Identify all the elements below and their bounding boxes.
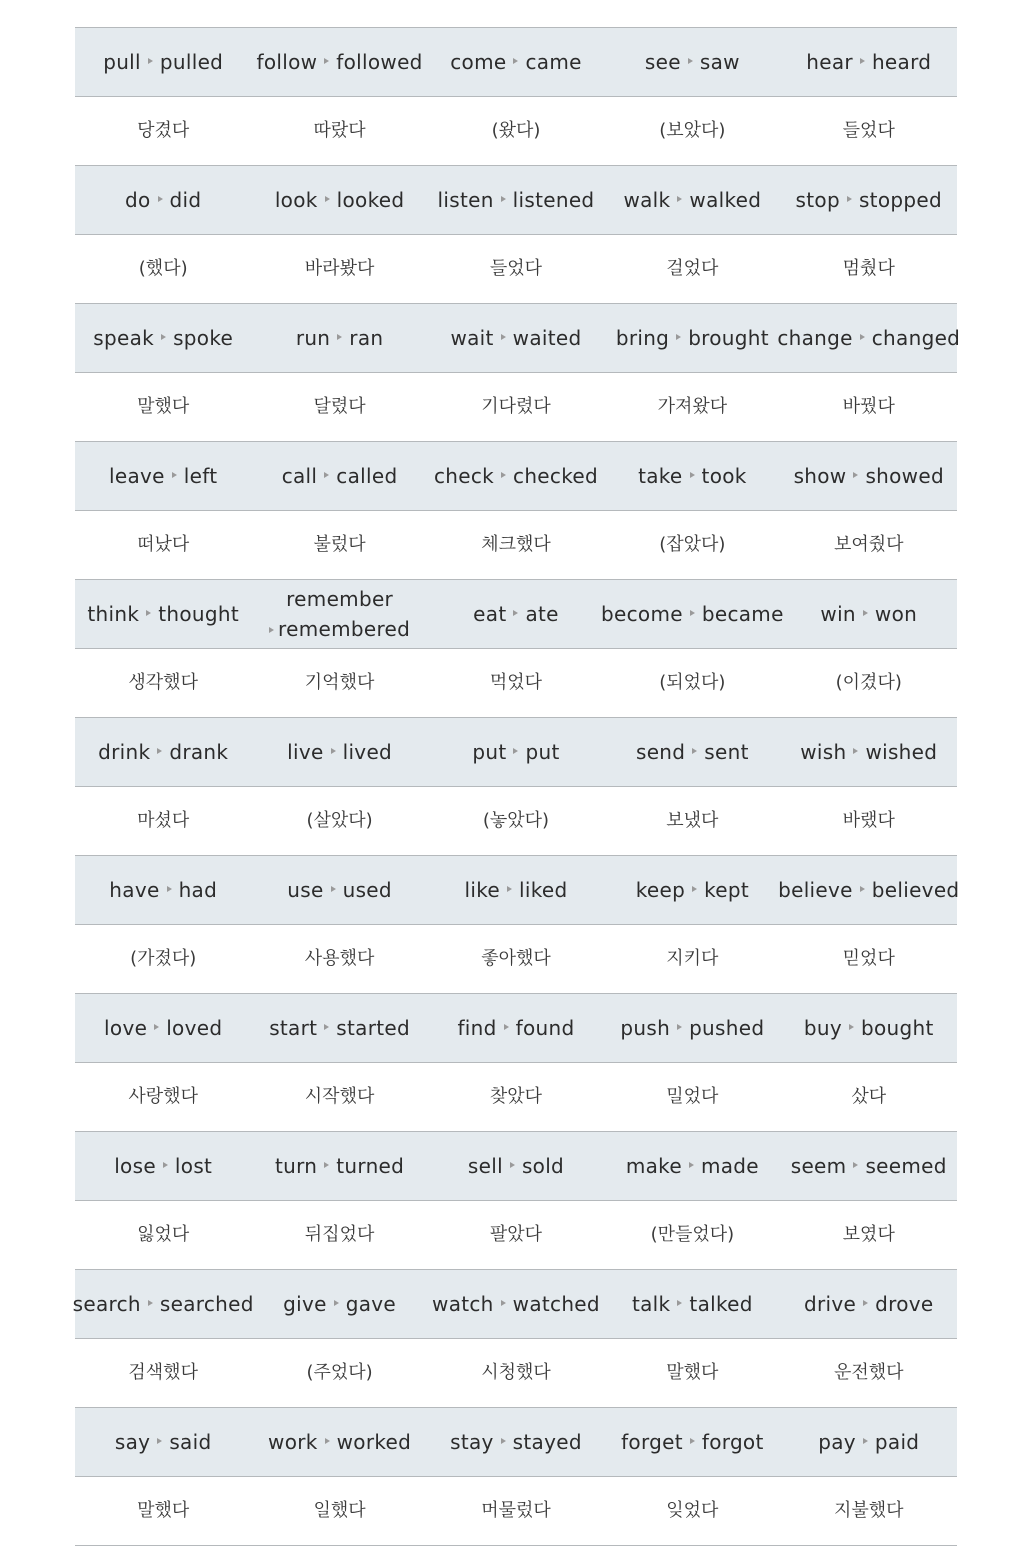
past-form: drove <box>875 1292 934 1316</box>
korean-meaning-cell: 생각했다 <box>128 672 198 693</box>
verb-pair-cell <box>781 994 957 1062</box>
korean-meaning-cell: 바꿨다 <box>842 396 895 417</box>
english-verb-row <box>75 994 957 1063</box>
past-form: talked <box>689 1292 753 1316</box>
past-form: liked <box>518 878 568 902</box>
korean-meaning-cell: 지불했다 <box>833 1500 904 1521</box>
korean-meaning-cell: (했다) <box>138 258 188 279</box>
base-form: seem <box>790 1154 847 1178</box>
past-form: drank <box>169 740 229 764</box>
base-form: keep <box>635 878 686 902</box>
korean-meaning-row <box>75 649 957 718</box>
korean-meaning-cell: 달렸다 <box>313 396 366 417</box>
past-form: stopped <box>858 188 942 212</box>
arrow-right-icon <box>324 1024 329 1030</box>
korean-meaning-cell: (되었다) <box>659 672 726 693</box>
arrow-right-icon <box>690 1438 695 1444</box>
korean-meaning-cell: (놓았다) <box>482 810 550 831</box>
past-form: made <box>700 1154 759 1178</box>
base-form: wait <box>450 326 494 350</box>
arrow-right-icon <box>501 1438 506 1444</box>
verb-pair-cell <box>428 580 604 648</box>
past-form: bought <box>861 1016 934 1040</box>
base-form: send <box>635 740 686 764</box>
verb-pair-cell <box>428 1408 604 1476</box>
past-form: watched <box>512 1292 600 1316</box>
korean-meaning-cell: 들었다 <box>842 120 895 141</box>
korean-meaning-row <box>75 511 957 580</box>
past-form: won <box>874 602 918 626</box>
past-form: waited <box>512 326 582 350</box>
verb-pair-cell <box>251 1270 427 1338</box>
arrow-right-icon <box>167 886 172 892</box>
korean-meaning-row <box>75 373 957 442</box>
verb-pair-cell <box>604 856 780 924</box>
past-form: loved <box>166 1016 223 1040</box>
arrow-right-icon <box>510 1162 515 1168</box>
verb-pair-cell <box>428 856 604 924</box>
past-form: seemed <box>865 1154 947 1178</box>
verb-pair-cell <box>75 580 251 648</box>
base-form: search <box>72 1292 141 1316</box>
past-form: brought <box>688 326 769 350</box>
verb-pair-cell <box>251 166 427 234</box>
arrow-right-icon <box>690 610 695 616</box>
arrow-right-icon <box>163 1162 168 1168</box>
past-form: thought <box>158 602 239 626</box>
arrow-right-icon <box>325 196 330 202</box>
korean-meaning-cell: (보았다) <box>659 120 726 141</box>
base-form: love <box>104 1016 148 1040</box>
base-form: buy <box>803 1016 842 1040</box>
verb-pair-cell <box>251 580 427 648</box>
arrow-right-icon <box>692 748 697 754</box>
korean-meaning-cell: (주었다) <box>306 1362 373 1383</box>
base-form: look <box>274 188 318 212</box>
past-form: ate <box>525 602 559 626</box>
verb-pair-cell <box>251 442 427 510</box>
english-verb-row <box>75 166 957 235</box>
verb-pair-cell <box>428 304 604 372</box>
korean-meaning-cell: 샀다 <box>851 1086 887 1107</box>
verb-pair-cell <box>781 442 957 510</box>
arrow-right-icon <box>148 58 153 64</box>
korean-meaning-row <box>75 787 957 856</box>
arrow-right-icon <box>863 1438 868 1444</box>
korean-meaning-cell: 좋아했다 <box>481 948 551 969</box>
verb-pair-cell <box>781 166 957 234</box>
base-form: run <box>295 326 331 350</box>
base-form: call <box>281 464 318 488</box>
verb-pair-cell <box>75 856 251 924</box>
korean-meaning-cell: 지키다 <box>666 948 719 969</box>
korean-meaning-cell: 운전했다 <box>833 1362 904 1383</box>
arrow-right-icon <box>148 1300 153 1306</box>
past-form: believed <box>871 878 960 902</box>
past-form: sent <box>704 740 749 764</box>
base-form: find <box>457 1016 497 1040</box>
verb-pair-cell <box>604 994 780 1062</box>
base-form: have <box>109 878 160 902</box>
korean-meaning-cell: 사용했다 <box>304 948 375 969</box>
base-form: push <box>620 1016 671 1040</box>
past-form: became <box>701 602 784 626</box>
base-form: give <box>283 1292 327 1316</box>
english-verb-row <box>75 856 960 925</box>
verb-pair-cell <box>75 166 251 234</box>
verb-pair-cell <box>604 28 780 96</box>
past-form: wished <box>865 740 938 764</box>
base-form: drink <box>98 740 151 764</box>
past-form: used <box>342 878 392 902</box>
base-form: think <box>87 602 140 626</box>
base-form: work <box>268 1430 318 1454</box>
verb-pair-cell <box>428 1270 604 1338</box>
verb-pair-cell <box>75 718 251 786</box>
korean-meaning-cell: (살았다) <box>306 810 373 831</box>
past-form: remembered <box>278 617 411 641</box>
korean-meaning-cell: 들었다 <box>489 258 543 279</box>
korean-meaning-cell: 멈췄다 <box>842 258 895 279</box>
past-form: had <box>178 878 218 902</box>
verb-pair-cell <box>781 1270 957 1338</box>
english-verb-row <box>72 1270 957 1339</box>
past-form: left <box>183 464 218 488</box>
verb-pair-cell <box>601 580 784 648</box>
past-form: saw <box>699 50 740 74</box>
arrow-right-icon <box>157 1438 162 1444</box>
arrow-right-icon <box>513 610 518 616</box>
base-form: stop <box>795 188 840 212</box>
past-form: lived <box>342 740 393 764</box>
arrow-right-icon <box>507 886 512 892</box>
korean-meaning-cell: (가졌다) <box>130 948 197 969</box>
base-form: like <box>464 878 500 902</box>
base-form: take <box>638 464 683 488</box>
base-form: live <box>287 740 324 764</box>
base-form: lose <box>114 1154 156 1178</box>
base-form: pay <box>818 1430 856 1454</box>
arrow-right-icon <box>501 1300 506 1306</box>
arrow-right-icon <box>158 196 163 202</box>
verb-pair-cell <box>428 994 604 1062</box>
base-form: win <box>820 602 856 626</box>
korean-meaning-row <box>75 1339 957 1408</box>
korean-meaning-cell: 말했다 <box>666 1362 719 1383</box>
verb-pair-cell <box>75 1132 251 1200</box>
verb-pair-cell <box>428 442 604 510</box>
verb-pair-cell <box>604 1408 780 1476</box>
past-form: kept <box>704 878 750 902</box>
verb-pair-cell <box>72 1270 254 1338</box>
korean-meaning-cell: 걸었다 <box>666 258 719 279</box>
past-form: did <box>169 188 202 212</box>
verb-pair-cell <box>251 304 427 372</box>
korean-meaning-cell: 머물렀다 <box>481 1500 551 1521</box>
base-form: come <box>450 50 507 74</box>
korean-meaning-cell: 말했다 <box>137 396 190 417</box>
base-form: follow <box>256 50 318 74</box>
base-form: believe <box>778 878 853 902</box>
base-form: bring <box>615 326 670 350</box>
verb-pair-cell <box>604 1132 780 1200</box>
verb-pair-cell <box>778 856 960 924</box>
korean-meaning-cell: 떠났다 <box>137 534 190 555</box>
arrow-right-icon <box>324 58 329 64</box>
korean-meaning-cell: 잊었다 <box>666 1500 719 1521</box>
korean-meaning-row <box>75 235 957 304</box>
past-form: pulled <box>159 50 224 74</box>
korean-meaning-cell: 찾았다 <box>489 1086 543 1107</box>
base-form: make <box>625 1154 682 1178</box>
korean-meaning-cell: 체크했다 <box>481 534 551 555</box>
arrow-right-icon <box>692 886 697 892</box>
past-form: started <box>336 1016 410 1040</box>
korean-meaning-cell: (왔다) <box>491 120 541 141</box>
verb-pair-cell <box>604 718 780 786</box>
korean-meaning-cell: 바라봤다 <box>304 258 375 279</box>
past-form: took <box>701 464 747 488</box>
korean-meaning-cell: 바랬다 <box>842 810 895 831</box>
arrow-right-icon <box>331 886 336 892</box>
base-form: speak <box>93 326 155 350</box>
verb-table <box>72 27 961 1546</box>
arrow-right-icon <box>863 610 868 616</box>
past-form: listened <box>512 188 595 212</box>
base-form: say <box>114 1430 151 1454</box>
korean-meaning-cell: (잡았다) <box>659 534 726 555</box>
korean-meaning-cell: 기억했다 <box>304 672 375 693</box>
korean-meaning-cell: 사랑했다 <box>128 1086 198 1107</box>
past-form: said <box>169 1430 212 1454</box>
past-form: ran <box>349 326 384 350</box>
arrow-right-icon <box>172 472 177 478</box>
arrow-right-icon <box>501 334 506 340</box>
arrow-right-icon <box>501 196 506 202</box>
verb-pair-cell <box>428 28 604 96</box>
korean-meaning-cell: 당겼다 <box>137 120 190 141</box>
arrow-right-icon <box>676 334 681 340</box>
arrow-right-icon <box>677 196 682 202</box>
verb-pair-cell <box>251 856 427 924</box>
korean-meaning-cell: (이겼다) <box>835 672 902 693</box>
korean-meaning-cell: 믿었다 <box>842 948 895 969</box>
arrow-right-icon <box>337 334 342 340</box>
arrow-right-icon <box>501 472 506 478</box>
korean-meaning-cell: 기다렸다 <box>481 396 551 417</box>
korean-meaning-row <box>75 925 957 994</box>
base-form: sell <box>467 1154 503 1178</box>
past-form: called <box>336 464 398 488</box>
arrow-right-icon <box>688 58 693 64</box>
past-form: came <box>525 50 582 74</box>
past-form: gave <box>345 1292 397 1316</box>
arrow-right-icon <box>677 1300 682 1306</box>
base-form: walk <box>623 188 671 212</box>
korean-meaning-row <box>75 97 957 166</box>
past-form: followed <box>336 50 423 74</box>
verb-pair-cell <box>781 28 957 96</box>
base-form: check <box>433 464 495 488</box>
arrow-right-icon <box>513 58 518 64</box>
base-form: start <box>269 1016 318 1040</box>
korean-meaning-cell: 시청했다 <box>481 1362 551 1383</box>
past-form: put <box>525 740 560 764</box>
base-form: show <box>793 464 847 488</box>
arrow-right-icon <box>161 334 166 340</box>
korean-meaning-cell: 가져왔다 <box>657 396 728 417</box>
arrow-right-icon <box>847 196 852 202</box>
base-form: talk <box>631 1292 671 1316</box>
verb-pair-cell <box>251 1132 427 1200</box>
arrow-right-icon <box>690 472 695 478</box>
verb-pair-cell <box>604 1270 780 1338</box>
verb-pair-cell <box>781 718 957 786</box>
arrow-right-icon <box>504 1024 509 1030</box>
past-form: found <box>515 1016 575 1040</box>
english-verb-row <box>75 28 957 97</box>
past-form: paid <box>874 1430 920 1454</box>
arrow-right-icon <box>324 472 329 478</box>
past-form: sold <box>521 1154 565 1178</box>
base-form: do <box>124 188 151 212</box>
base-form: stay <box>450 1430 494 1454</box>
verb-pair-cell <box>428 166 604 234</box>
base-form: drive <box>804 1292 857 1316</box>
verb-pair-cell <box>428 718 604 786</box>
past-form: looked <box>336 188 405 212</box>
english-verb-row <box>75 580 957 649</box>
english-verb-row <box>75 1408 957 1477</box>
english-verb-row <box>75 442 957 511</box>
arrow-right-icon <box>677 1024 682 1030</box>
korean-meaning-cell: 검색했다 <box>128 1362 198 1383</box>
arrow-right-icon <box>334 1300 339 1306</box>
verb-pair-cell <box>75 1408 251 1476</box>
base-form: use <box>287 878 324 902</box>
past-form: forgot <box>701 1430 764 1454</box>
arrow-right-icon <box>853 748 858 754</box>
base-form: pull <box>103 50 141 74</box>
base-form: turn <box>275 1154 318 1178</box>
verb-pair-cell <box>251 994 427 1062</box>
past-form: heard <box>871 50 932 74</box>
arrow-right-icon <box>849 1024 854 1030</box>
arrow-right-icon <box>863 1300 868 1306</box>
english-verb-row <box>75 304 961 373</box>
verb-pair-cell <box>428 1132 604 1200</box>
past-form: lost <box>174 1154 213 1178</box>
arrow-right-icon <box>513 748 518 754</box>
arrow-right-icon <box>331 748 336 754</box>
arrow-right-icon <box>860 334 865 340</box>
arrow-right-icon <box>146 610 151 616</box>
verb-pair-cell <box>604 442 780 510</box>
korean-meaning-row <box>75 1201 957 1270</box>
arrow-right-icon <box>157 748 162 754</box>
korean-meaning-cell: 보여줬다 <box>833 534 904 555</box>
english-verb-row <box>75 718 957 787</box>
base-form: wish <box>800 740 847 764</box>
verb-pair-cell <box>781 1132 957 1200</box>
verb-pair-cell <box>251 28 427 96</box>
arrow-right-icon <box>689 1162 694 1168</box>
past-form: searched <box>159 1292 254 1316</box>
base-form: watch <box>432 1292 494 1316</box>
base-form: see <box>644 50 681 74</box>
arrow-right-icon <box>269 627 274 633</box>
past-form: stayed <box>512 1430 582 1454</box>
past-form: changed <box>871 326 961 350</box>
base-form: listen <box>437 188 494 212</box>
base-form: leave <box>109 464 165 488</box>
korean-meaning-cell: 보였다 <box>842 1224 895 1245</box>
arrow-right-icon <box>853 1162 858 1168</box>
verb-pair-cell <box>75 442 251 510</box>
past-form: turned <box>336 1154 405 1178</box>
arrow-right-icon <box>154 1024 159 1030</box>
arrow-right-icon <box>324 1162 329 1168</box>
past-form: checked <box>513 464 598 488</box>
korean-meaning-cell: 뒤집었다 <box>304 1224 375 1245</box>
korean-meaning-cell: 먹었다 <box>489 672 543 693</box>
korean-meaning-cell: 시작했다 <box>304 1086 375 1107</box>
arrow-right-icon <box>325 1438 330 1444</box>
base-form: change <box>777 326 853 350</box>
korean-meaning-cell: 말했다 <box>137 1500 190 1521</box>
english-verb-row <box>75 1132 957 1201</box>
verb-pair-cell <box>604 166 780 234</box>
verb-pair-cell <box>777 304 961 372</box>
arrow-right-icon <box>860 58 865 64</box>
base-form: forget <box>621 1430 683 1454</box>
past-form: spoke <box>173 326 234 350</box>
verb-pair-cell <box>604 304 780 372</box>
past-form: pushed <box>689 1016 765 1040</box>
base-form: eat <box>473 602 507 626</box>
korean-meaning-cell: 보냈다 <box>666 810 719 831</box>
past-form: worked <box>336 1430 412 1454</box>
verb-pair-cell <box>75 994 251 1062</box>
verb-pair-cell <box>251 718 427 786</box>
korean-meaning-cell: 불렀다 <box>313 534 366 555</box>
korean-meaning-row <box>75 1063 957 1132</box>
korean-meaning-cell: 마셨다 <box>137 810 190 831</box>
arrow-right-icon <box>853 472 858 478</box>
verb-pair-cell <box>781 1408 957 1476</box>
past-form: showed <box>865 464 944 488</box>
korean-meaning-cell: 일했다 <box>313 1500 366 1521</box>
past-form: walked <box>689 188 762 212</box>
korean-meaning-cell: 잃었다 <box>137 1224 190 1245</box>
verb-pair-cell <box>75 304 251 372</box>
verb-pair-cell <box>781 580 957 648</box>
base-form: become <box>601 602 683 626</box>
korean-meaning-cell: 따랐다 <box>313 120 366 141</box>
korean-meaning-cell: 밀었다 <box>666 1086 719 1107</box>
korean-meaning-cell: 팔았다 <box>489 1224 543 1245</box>
korean-meaning-cell: (만들었다) <box>650 1224 735 1245</box>
verb-pair-cell <box>251 1408 427 1476</box>
base-form: remember <box>286 587 394 611</box>
korean-meaning-row <box>75 1477 957 1546</box>
verb-pair-cell <box>75 28 251 96</box>
arrow-right-icon <box>860 886 865 892</box>
base-form: hear <box>806 50 853 74</box>
base-form: put <box>472 740 507 764</box>
